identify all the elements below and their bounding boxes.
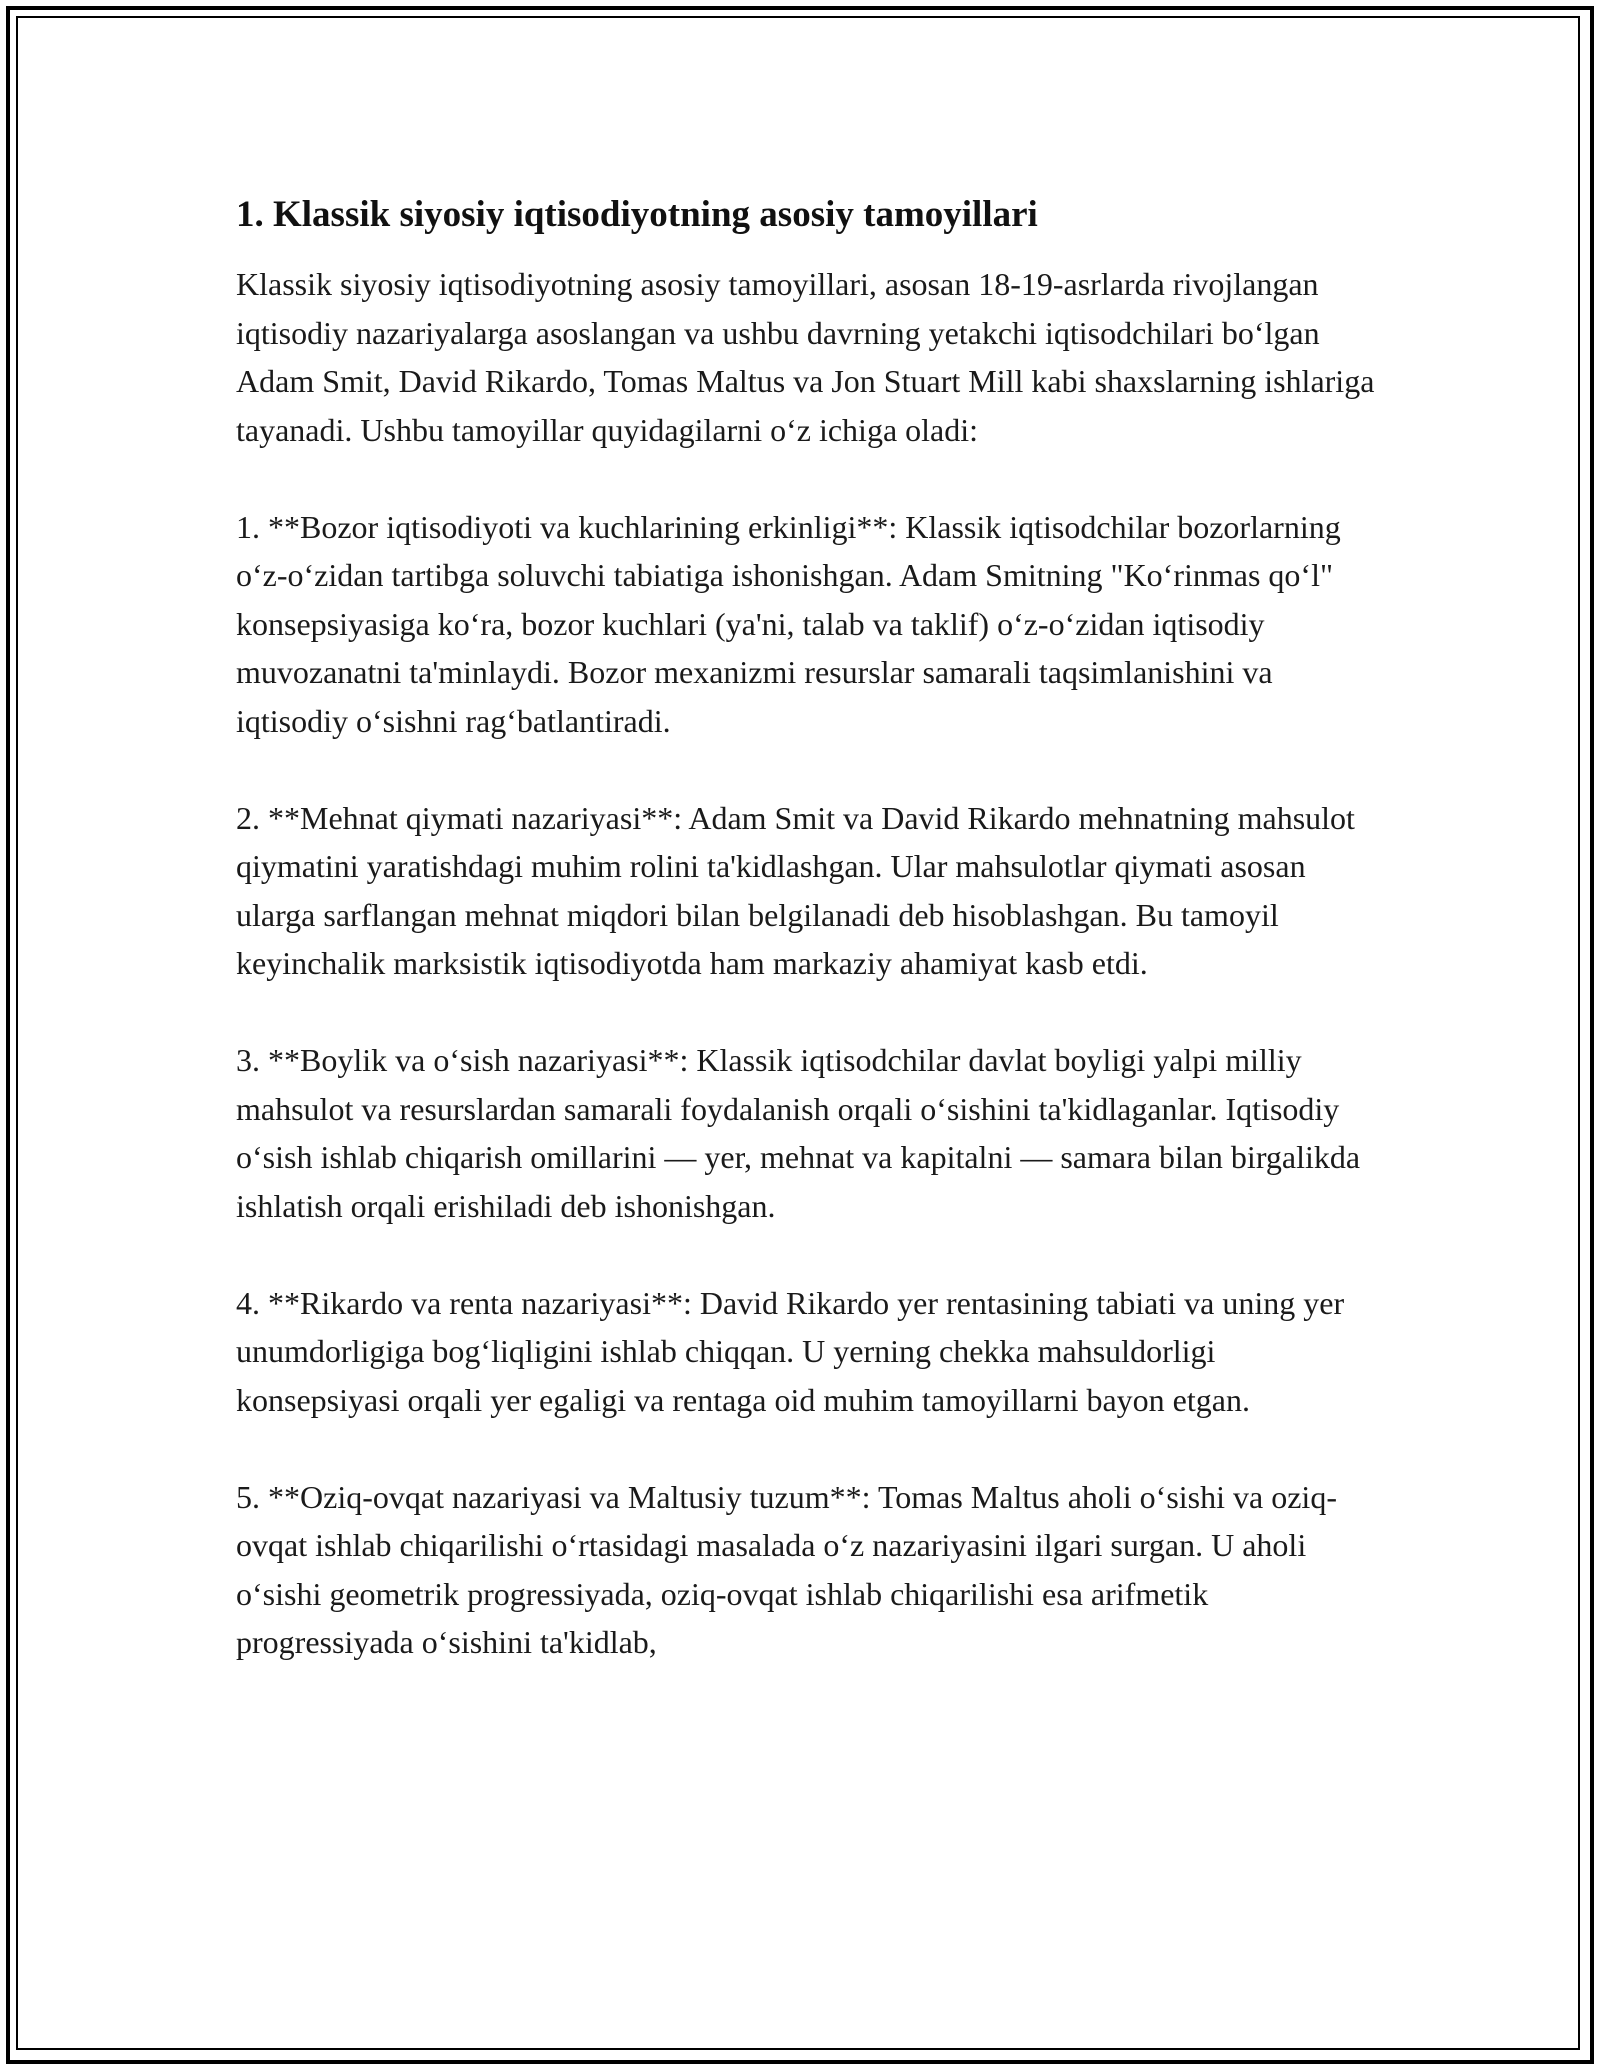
- paragraph-intro: Klassik siyosiy iqtisodiyotning asosiy tamoyillari, asosan 18-19-asrlarda rivojlangan iqtisodiy nazariyalarga asoslangan va ushbu davrning yetakchi iqtisodchilari boʻlgan Adam Smit, David Rikardo, Tomas Maltus va Jon Stuart Mill kabi shaxslarning ishlariga tayanadi. Ushbu tamoyillar quyidagilarni oʻz ichiga oladi:: [236, 266, 1375, 448]
- document-page: [236, 186, 1376, 1715]
- paragraph-item-4: 4. **Rikardo va renta nazariyasi**: David Rikardo yer rentasining tabiati va uning yer unumdorligiga bogʻliqligini ishlab chiqqan. U yerning chekka mahsuldorligi konsepsiyasi orqali yer egaligi va rentaga oid muhim tamoyillarni bayon etgan.: [236, 1284, 1345, 1418]
- paragraph-item-5: 5. **Oziq-ovqat nazariyasi va Maltusiy tuzum**: Tomas Maltus aholi oʻsishi va oziq-ovqat ishlab chiqarilishi oʻrtasidagi masalada oʻz nazariyasini ilgari surgan. U aholi oʻsishi geometrik progressiyada, oziq-ovqat ishlab chiqarilishi esa arifmetik progressiyada oʻsishini ta'kidlab,: [236, 1478, 1337, 1660]
- paragraph-item-2: 2. **Mehnat qiymati nazariyasi**: Adam Smit va David Rikardo mehnatning mahsulot qiymatini yaratishdagi muhim rolini ta'kidlashgan. Ular mahsulotlar qiymati asosan ularga sarflangan mehnat miqdori bilan belgilanadi deb hisoblashgan. Bu tamoyil keyinchalik marksistik iqtisodiyotda ham markaziy ahamiyat kasb etdi.: [236, 799, 1355, 981]
- document-title: 1. Klassik siyosiy iqtisodiyotning asosiy tamoyillari: [236, 194, 1038, 235]
- paragraph-item-1: 1. **Bozor iqtisodiyoti va kuchlarining erkinligi**: Klassik iqtisodchilar bozorlarning oʻz-oʻzidan tartibga soluvchi tabiatiga ishonishgan. Adam Smitning "Koʻrinmas qoʻl" konsepsiyasiga koʻra, bozor kuchlari (ya'ni, talab va taklif) oʻz-oʻzidan iqtisodiy muvozanatni ta'minlaydi. Bozor mexanizmi resurslar samarali taqsimlanishini va iqtisodiy oʻsishni ragʻbatlantiradi.: [236, 508, 1341, 739]
- paragraph-item-3: 3. **Boylik va oʻsish nazariyasi**: Klassik iqtisodchilar davlat boyligi yalpi milliy mahsulot va resurslardan samarali foydalanish orqali oʻsishini ta'kidlaganlar. Iqtisodiy oʻsish ishlab chiqarish omillarini — yer, mehnat va kapitalni — samara bilan birgalikda ishlatish orqali erishiladi deb ishonishgan.: [236, 1042, 1361, 1224]
